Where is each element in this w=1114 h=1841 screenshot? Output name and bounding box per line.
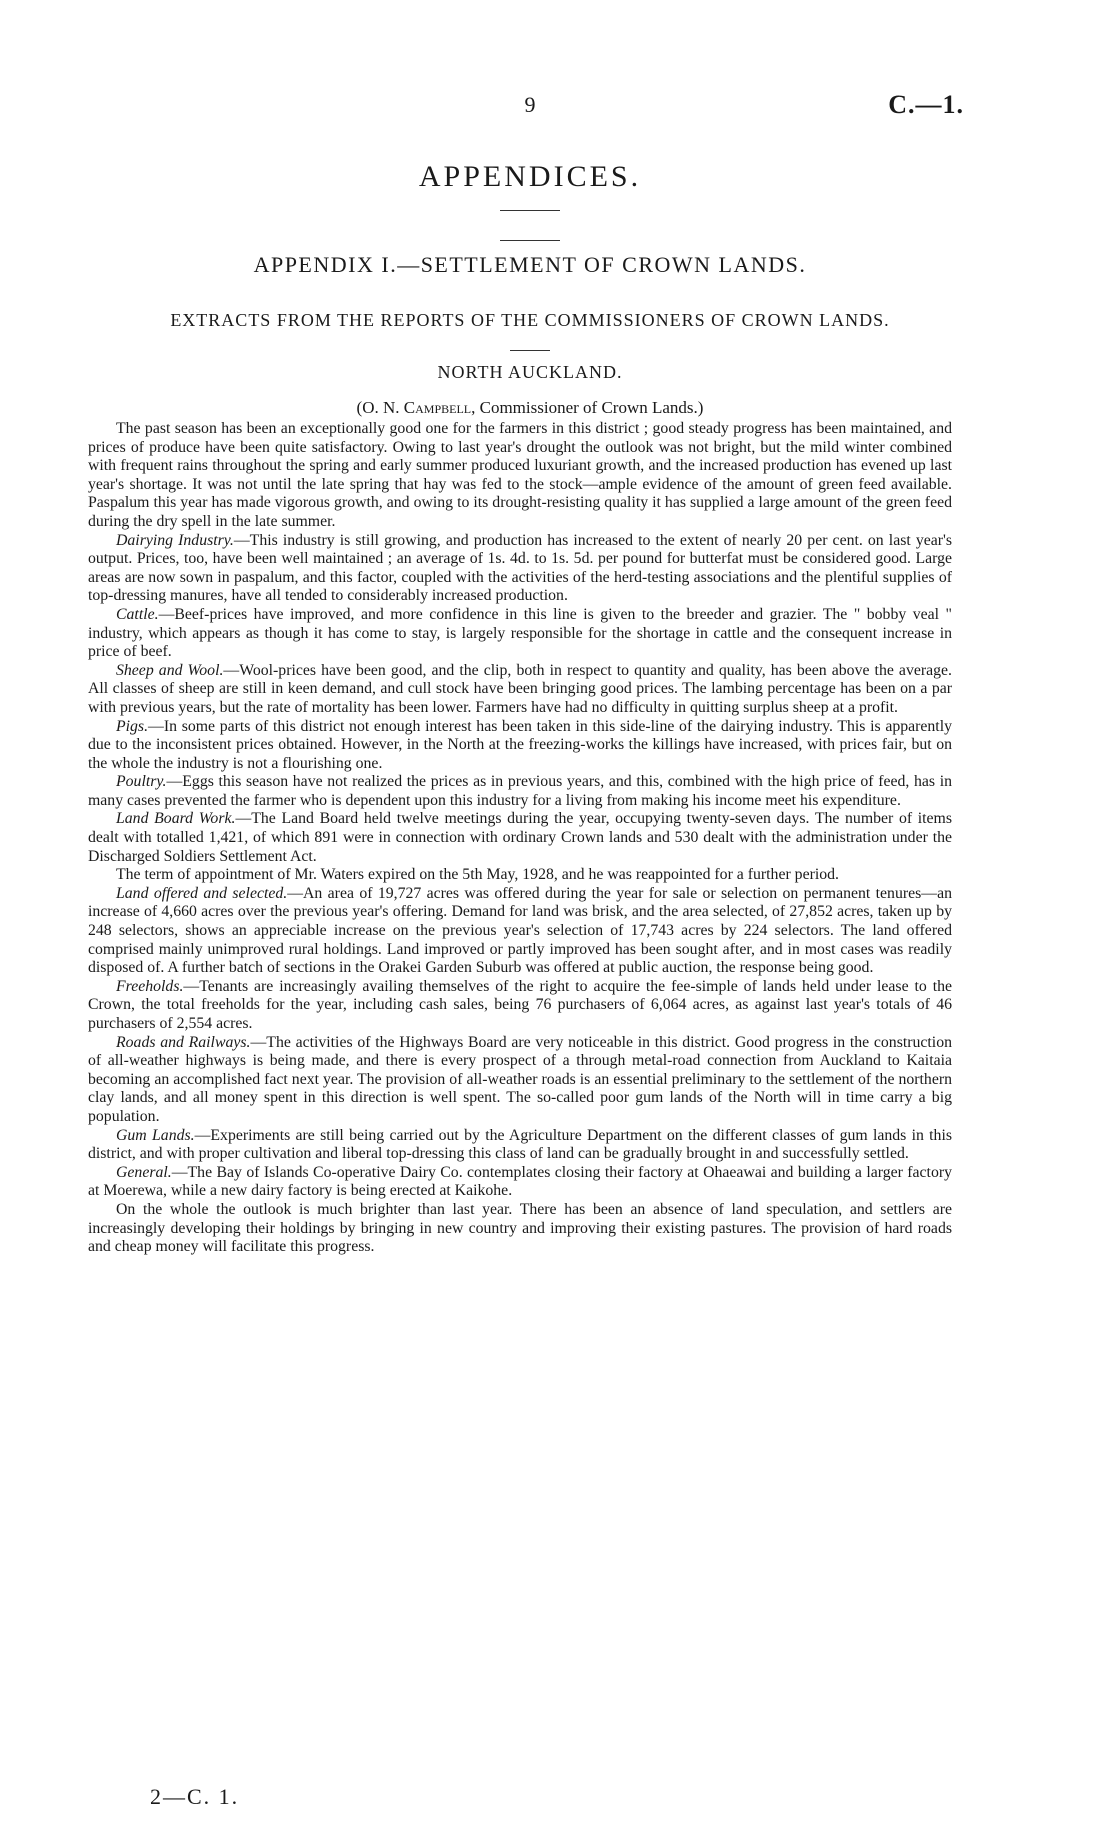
paragraph-text: —This industry is still growing, and production has increased to the extent of nearly 20 per cent. on last year's output. Prices, too, have been well maintained ; an average of 1s. 4d. to 1s. 5d. per pound for butterfat must be considered good. Large areas are now sown in paspalum, and this factor, coupled with the activities of the herd-testing associations and the plentiful supplies of top-dressing manures, have all tended to considerably increased production.	[88, 531, 953, 605]
footer-signature-reference: 2—C. 1.	[150, 1784, 240, 1809]
paragraph-text: —The Land Board held twelve meetings during the year, occupying twenty-seven days. The number of items dealt with totalled 1,421, of which 891 were in connection with ordinary Crown lands and 530 dealt with the administration under the Discharged Soldiers Settlement Act.	[88, 810, 952, 865]
paragraph	[88, 420, 952, 532]
paragraph-lead: Sheep and Wool.	[116, 661, 224, 679]
paragraph-lead: Freeholds.	[116, 977, 184, 995]
commissioner-name: Campbell	[403, 398, 472, 417]
paragraph-text: —Experiments are still being carried out by the Agriculture Department on the different classes of gum lands in this district, and with proper cultivation and liberal top-dressing this class of land can be gradually brought in and successfully settled.	[88, 1126, 952, 1163]
paragraph-text: —Eggs this season have not realized the prices as in previous years, and this, combined with the high price of feed, has in many cases prevented the farmer who is dependent upon this industry for a living from making his income meet his expenditure.	[88, 773, 952, 809]
report-body	[88, 420, 952, 1257]
divider-rule	[510, 350, 550, 351]
commissioner-line	[0, 398, 1060, 418]
paragraph	[88, 1034, 952, 1127]
paragraph-lead: Pigs.	[116, 717, 149, 735]
commissioner-prefix: (O. N.	[356, 398, 404, 417]
commissioner-title: , Commissioner of Crown Lands.)	[471, 398, 704, 417]
paragraph-lead: General.	[116, 1163, 172, 1181]
paragraph	[88, 662, 952, 718]
paragraph-text: The term of appointment of Mr. Waters expired on the 5th May, 1928, and he was reappointed for a further period.	[116, 866, 839, 884]
paragraph	[88, 978, 952, 1034]
paragraph-text: —Beef-prices have improved, and more confidence in this line is given to the breeder and grazier. The " bobby veal " industry, which appears as though it has come to stay, is largely responsible for the shortage in cattle and the consequent increase in price of beef.	[88, 605, 952, 661]
district-heading: NORTH AUCKLAND.	[437, 362, 623, 382]
paragraph	[88, 718, 952, 774]
paragraph-lead: Cattle.	[116, 605, 159, 623]
paragraph-lead: Land offered and selected.	[116, 884, 288, 902]
paragraph-text: —In some parts of this district not enough interest has been taken in this side-line of the dairying industry. This is apparently due to the inconsistent prices obtained. However, in the North at the freezing-works the killings have increased, with prices fair, but on the whole the industry is not a flourishing one.	[88, 717, 952, 772]
paragraph-text: —An area of 19,727 acres was offered during the year for sale or selection on permanent tenures—an increase of 4,660 acres over the previous year's offering. Demand for land was brisk, and the area selected, of 27,852 acres, taken up by 248 selectors, shows an appreciable increase on the previous year's selection of 17,743 acres by 224 selectors. The land offered comprised mainly unimproved rural holdings. Land improved or partly improved has been sought after, and in most cases was readily disposed of. A further batch of sections in the Orakei Garden Suburb was offered at public auction, the response being good.	[88, 884, 952, 977]
paragraph	[88, 606, 952, 662]
paragraph-lead: Roads and Railways.	[116, 1033, 251, 1051]
paragraph	[88, 1164, 952, 1201]
paragraph-lead: Gum Lands.	[116, 1126, 195, 1144]
paragraph	[88, 1127, 952, 1164]
paragraph	[88, 1201, 952, 1257]
paragraph-text: —The activities of the Highways Board are very noticeable in this district. Good progress in the construction of all-weather highways is being made, and there is every prospect of a through metal-road connection from Auckland to Kaitaia becoming an accomplished fact next year. The provision of all-weather roads is an essential preliminary to the settlement of the northern clay lands, and all money spent in this direction is well spent. The so-called poor gum lands of the North will in time carry a big population.	[88, 1033, 952, 1125]
paragraph	[88, 773, 952, 810]
paragraph-text: On the whole the outlook is much brighter than last year. There has been an absence of land speculation, and settlers are increasingly developing their holdings by bringing in new country and improving their existing pastures. The provision of hard roads and cheap money will facilitate this progress.	[88, 1200, 952, 1256]
divider-rule	[500, 240, 560, 241]
paragraph-text: —Wool-prices have been good, and the clip, both in respect to quantity and quality, has been above the average. All classes of sheep are still in keen demand, and cull stock have been bringing good prices. The lambing percentage has been on a par with previous years, but the rate of mortality has been lower. Farmers have had no difficulty in quitting surplus sheep at a profit.	[88, 661, 952, 716]
extracts-heading: EXTRACTS FROM THE REPORTS OF THE COMMISSIONERS OF CROWN LANDS.	[170, 310, 890, 330]
paragraph	[88, 866, 952, 885]
paragraph	[88, 810, 952, 866]
paragraph	[88, 532, 952, 606]
appendices-heading: APPENDICES.	[418, 160, 642, 193]
paragraph-lead: Poultry.	[116, 773, 167, 791]
paragraph-lead: Land Board Work.	[116, 810, 236, 828]
paragraph-text: —The Bay of Islands Co-operative Dairy Co. contemplates closing their factory at Ohaeawai and building a larger factory at Moerewa, while a new dairy factory is being erected at Kaikohe.	[88, 1163, 952, 1200]
divider-rule	[500, 210, 560, 211]
page-number: 9	[524, 92, 536, 117]
paragraph-lead: Dairying Industry.	[116, 531, 234, 549]
paragraph	[88, 885, 952, 978]
paragraph-text: The past season has been an exceptionally good one for the farmers in this district ; good steady progress has been maintained, and prices of produce have been quite satisfactory. Owing to last year's drought the outlook was not bright, but the mild winter combined with frequent rains throughout the spring and early summer produced luxuriant growth, and the increased production has evened up last year's shortage. It was not until the late spring that hay was fed to the stock—ample evidence of the amount of green feed available. Paspalum this year has made vigorous growth, and owing to its drought-resisting quality it has supplied a large amount of the green feed during the dry spell in the late summer.	[88, 420, 952, 530]
document-reference: C.—1.	[888, 90, 964, 119]
paragraph-text: —Tenants are increasingly availing themselves of the right to acquire the fee-simple of lands held under lease to the Crown, the total freeholds for the year, including cash sales, being 76 purchasers of 6,064 acres, as against last year's totals of 46 purchasers of 2,554 acres.	[88, 977, 952, 1032]
appendix-heading: APPENDIX I.—SETTLEMENT OF CROWN LANDS.	[253, 252, 807, 277]
